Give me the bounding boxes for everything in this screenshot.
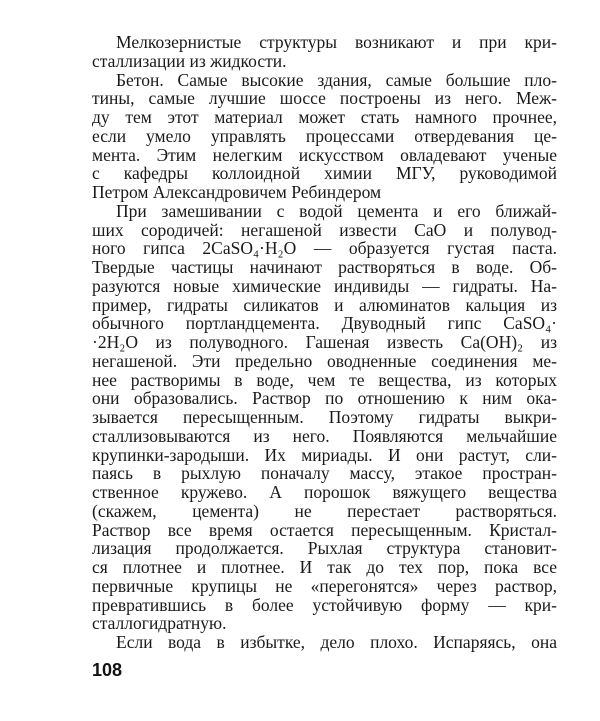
text-line: мента. Этим нелегким искусством овладевают ученые bbox=[92, 144, 557, 165]
text-line: ного гипса 2CaSO₄·H₂O — образуется густая паста. bbox=[92, 238, 557, 259]
text-line: Твердые частицы начинают растворяться в воде. Об- bbox=[92, 257, 557, 277]
text-line: лизация продолжается. Рыхлая структура становит- bbox=[92, 538, 557, 559]
text-line: ших сородичей: негашеной извести CaO и полувод- bbox=[92, 219, 557, 240]
text-line: Петром Александровичем Ребиндером bbox=[92, 182, 382, 202]
text-line: Раствор все время остается пересыщенным. Кристал- bbox=[92, 519, 557, 540]
text-line: Мелкозернистые структуры возникают и при кри- bbox=[116, 32, 557, 52]
text-line: Бетон. Самые высокие здания, самые большие пло- bbox=[116, 69, 557, 90]
text-line: ся плотнее и плотнее. И так до тех пор, пока все bbox=[92, 557, 557, 577]
text-line: ·2H₂O из полуводного. Гашеная известь Ca(OH)₂ из bbox=[92, 332, 557, 352]
text-line: ственное кружево. А порошок вяжущего вещества bbox=[92, 482, 557, 502]
text-line: сталлизовываются из него. Появляются мельчайшие bbox=[92, 425, 557, 446]
text-line: тины, самые лучшие шоссе построены из него. Меж- bbox=[92, 88, 557, 109]
text-line: если умело управлять процессами отвердевания це- bbox=[92, 125, 557, 146]
text-line: нее растворимы в воде, чем те вещества, из которых bbox=[92, 369, 557, 390]
text-line: Если вода в избытке, дело плохо. Испаряясь, она bbox=[116, 632, 557, 652]
text-line: с кафедры коллоидной химии МГУ, руководимой bbox=[92, 163, 557, 184]
text-line: они образовались. Раствор по отношению к ним ока- bbox=[92, 388, 557, 409]
page-body-text bbox=[92, 33, 557, 652]
text-line: обычного портландцемента. Двуводный гипс CaSO₄· bbox=[92, 313, 557, 334]
text-line: пример, гидраты силикатов и алюминатов кальция из bbox=[92, 294, 557, 315]
text-line: паясь в рыхлую поначалу массу, этакое простран- bbox=[92, 463, 557, 484]
text-line: зывается пересыщенным. Поэтому гидраты выкри- bbox=[92, 407, 557, 427]
text-line: разуются новые химические индивиды — гидраты. На- bbox=[92, 275, 557, 296]
text-line: При замешивании с водой цемента и его ближай- bbox=[116, 200, 557, 221]
text-line: первичные крупицы не «перегонятся» через раствор, bbox=[92, 575, 557, 596]
text-line: ду тем этот материал может стать намного прочнее, bbox=[92, 107, 557, 127]
text-line: крупинки-зародыши. Их мириады. И они растут, сли- bbox=[92, 444, 557, 465]
text-line: сталлизации из жидкости. bbox=[92, 50, 287, 71]
text-line: сталлогидратную. bbox=[92, 613, 227, 634]
text-line: (скажем, цемента) не перестает растворяться. bbox=[92, 500, 557, 521]
text-line: превратившись в более устойчивую форму — кри- bbox=[92, 594, 557, 615]
page-number: 108 bbox=[92, 660, 123, 680]
text-line: негашеной. Эти предельно оводненные соединения ме- bbox=[92, 350, 557, 371]
